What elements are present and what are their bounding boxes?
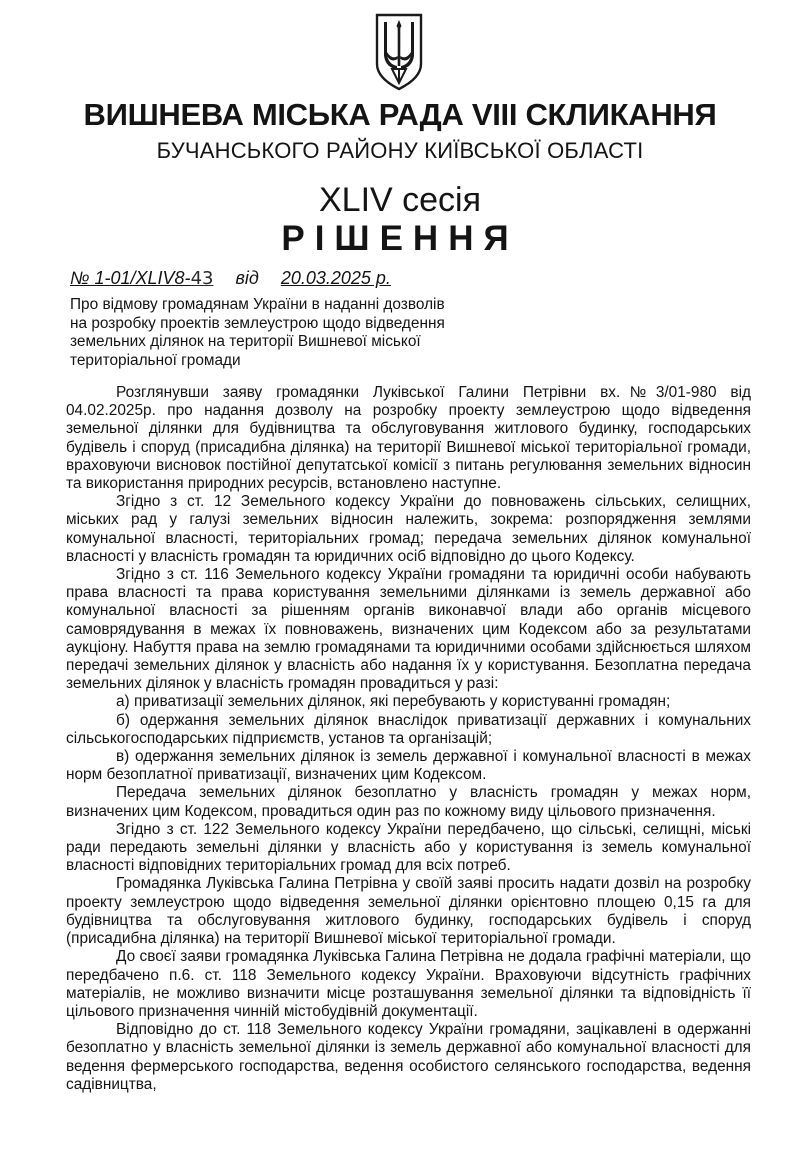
body-paragraph: Згідно з ст. 12 Земельного кодексу України до повноважень сільських, селищних, міських рад у галузі земельних відносин належить, зокрема: розпорядження землями комунальної власності, територіальних громад; передача земельних ділянок комунальної власності у власність громадян та юридичних осіб відповідно до цього Кодексу.: [66, 493, 751, 565]
session-title: XLIV сесія: [318, 181, 482, 219]
list-item: б) одержання земельних ділянок внаслідок приватизації державних і комунальних сільськогосподарських підприємств, установ та організацій;: [66, 711, 751, 747]
decision-number-line: [70, 266, 391, 291]
body-paragraph: До своєї заяви громадянка Луківська Галина Петрівна не додала графічні матеріали, що передбачено п.6. ст. 118 Земельного кодексу України. Враховуючи відсутність графічних матеріалів, не можливо визначити місце розташування земельної ділянки та відповідність її цільового призначення чинній містобудівній документації.: [66, 948, 751, 1020]
body-paragraph: Розглянувши заяву громадянки Луківської Галини Петрівни вх.№3/01-980 від 04.02.2025р. про надання дозволу на розробку проекту землеустрою щодо відведення земельної ділянки для будівництва та обслуговування житлового будинку, господарських будівель і споруд (присадибна ділянка) на території Вишневої міської територіальної громади, враховуючи висновок постійної депутатської комісії з питань регулювання земельних відносин та використання природних ресурсів, встановлено наступне.: [66, 384, 751, 493]
subject-line: територіальної громади: [70, 351, 241, 369]
decision-title: РІШЕННЯ: [281, 219, 519, 258]
district-name: БУЧАНСЬКОГО РАЙОНУ КИЇВСЬКОЇ ОБЛАСТІ: [156, 138, 644, 163]
decision-number-handwritten: 43: [190, 268, 214, 289]
subject-line: на розробку проектів землеустрою щодо відведення: [70, 314, 445, 332]
body-paragraph: Передача земельних ділянок безоплатно у власність громадян у межах норм, визначених цим Кодексом, провадиться один раз по кожному виду цільового призначення.: [66, 784, 751, 820]
decision-subject: [70, 296, 450, 370]
list-item: в) одержання земельних ділянок із земель державної і комунальної власності в межах норм безоплатної приватизації, визначених цим Кодексом.: [66, 748, 751, 784]
body-paragraph: Громадянка Луківська Галина Петрівна у своїй заяві просить надати дозвіл на розробку проекту землеустрою щодо відведення земельної ділянки орієнтовно площею 0,15 га для будівництва та обслуговування житлового будинку, господарських будівель і споруд (присадибна ділянка) на території Вишневої міської територіальної громади.: [66, 875, 751, 948]
from-label: від: [235, 268, 259, 288]
list-item: а) приватизації земельних ділянок, які перебувають у користуванні громадян;: [116, 693, 671, 711]
council-name: ВИШНЕВА МІСЬКА РАДА VIII СКЛИКАННЯ: [83, 97, 717, 132]
decision-body: [66, 384, 751, 1094]
body-paragraph: Згідно з ст. 116 Земельного кодексу України громадяни та юридичні особи набувають права власності та права користування земельними ділянками із земель державної або комунальної власності за рішенням органів виконавчої влади або органів місцевого самоврядування в межах їх повноважень, визначених цим Кодексом або за результатами аукціону. Набуття права на землю громадянами та юридичними особами здійснюється шляхом передачі земельних ділянок у власність або надання їх у користування. Безоплатна передача земельних ділянок у власність громадян провадиться у разі:: [66, 566, 751, 693]
ukraine-trident-emblem-icon: [374, 12, 424, 92]
body-paragraph: Відповідно до ст. 118 Земельного кодексу України громадяни, зацікавлені в одержанні безоплатно у власність земельної ділянки із земель державної або комунальної власності для ведення фермерського господарства, ведення особистого селянського господарства, ведення садівництва,: [66, 1021, 751, 1093]
subject-line: земельних ділянок на території Вишневої міської: [70, 333, 421, 350]
decision-number-prefix: № 1-01/XLIV8-: [70, 268, 191, 288]
body-paragraph: Згідно з ст. 122 Земельного кодексу України передбачено, що сільські, селищні, міські ради передають земельні ділянки у власність або у користування із земель комунальної власності відповідних територіальних громад для всіх потреб.: [66, 820, 751, 875]
decision-date: 20.03.2025 р.: [280, 268, 391, 288]
subject-line: Про відмову громадянам України в наданні дозволів: [70, 296, 445, 313]
